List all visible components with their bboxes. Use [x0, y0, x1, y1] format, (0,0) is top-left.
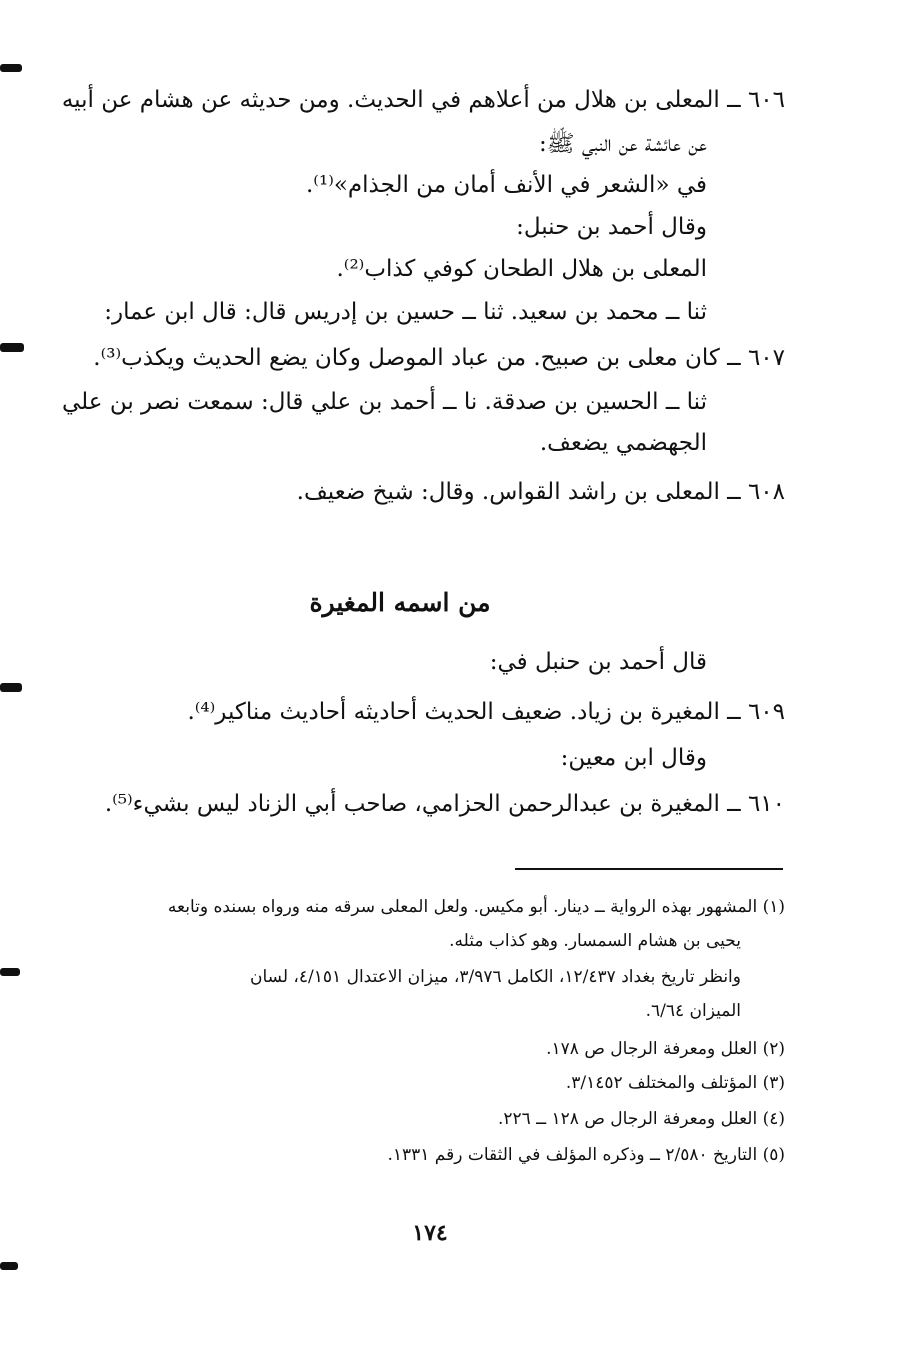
entry-607-line: ٦٠٧ ــ كان معلى بن صبيح. من عباد الموصل وكان يضع الحديث ويكذب⁽³⁾.	[93, 345, 785, 371]
footnote-separator	[515, 868, 783, 870]
footnote-1-reference: وانظر تاريخ بغداد ١٢/٤٣٧، الكامل ٣/٩٧٦، ميزان الاعتدال ٤/١٥١، لسان	[250, 967, 741, 987]
attribution-line: وقال ابن معين:	[560, 745, 707, 771]
entry-610-line: ٦١٠ ــ المغيرة بن عبدالرحمن الحزامي، صاحب أبي الزناد ليس بشيء⁽⁵⁾.	[104, 791, 785, 817]
isnad-line: ثنا ــ الحسين بن صدقة. نا ــ أحمد بن علي قال: سمعت نصر بن علي	[62, 389, 707, 415]
footnote-4: (٤) العلل ومعرفة الرجال ص ١٢٨ ــ ٢٢٦.	[497, 1109, 785, 1129]
isnad-continuation: الجهضمي يضعف.	[539, 430, 707, 456]
entry-609-line: ٦٠٩ ــ المغيرة بن زياد. ضعيف الحديث أحاديثه أحاديث مناكير⁽⁴⁾.	[187, 699, 785, 725]
footnote-5: (٥) التاريخ ٢/٥٨٠ ــ وذكره المؤلف في الثقات رقم ١٣٣١.	[387, 1145, 785, 1165]
entry-606-continuation: عن عائشة عن النبي ﷺ:	[538, 131, 707, 157]
entry-606-line: ٦٠٦ ــ المعلى بن هلال من أعلاهم في الحديث. ومن حديثه عن هشام عن أبيه	[61, 87, 785, 113]
footnote-1-continuation: يحيى بن هشام السمسار. وهو كذاب مثله.	[449, 931, 741, 951]
narrator-assessment-line: المعلى بن هلال الطحان كوفي كذاب⁽²⁾.	[336, 256, 707, 282]
attribution-line: قال أحمد بن حنبل في:	[489, 649, 707, 675]
scan-edge-mark	[0, 1262, 18, 1270]
footnote-2: (٢) العلل ومعرفة الرجال ص ١٧٨.	[546, 1039, 785, 1059]
scan-edge-mark	[0, 683, 22, 692]
hadith-quote-line: في «الشعر في الأنف أمان من الجذام»⁽¹⁾.	[306, 172, 707, 198]
footnote-1: (١) المشهور بهذه الرواية ــ دينار. أبو مكيس. ولعل المعلى سرقه منه ورواه بسنده وتابعه	[167, 897, 785, 917]
footnote-1-reference-continuation: الميزان ٦/٦٤.	[645, 1001, 741, 1021]
page-number: ١٧٤	[412, 1220, 448, 1246]
section-heading: من اسمه المغيرة	[309, 588, 491, 617]
scan-edge-mark	[0, 343, 24, 352]
attribution-line: وقال أحمد بن حنبل:	[516, 214, 707, 240]
entry-608-line: ٦٠٨ ــ المعلى بن راشد القواس. وقال: شيخ ضعيف.	[296, 479, 785, 505]
scan-edge-mark	[0, 64, 22, 72]
footnote-3: (٣) المؤتلف والمختلف ٣/١٤٥٢.	[565, 1073, 785, 1093]
scan-edge-mark	[0, 968, 20, 976]
isnad-line: ثنا ــ محمد بن سعيد. ثنا ــ حسين بن إدريس قال: قال ابن عمار:	[104, 299, 707, 325]
